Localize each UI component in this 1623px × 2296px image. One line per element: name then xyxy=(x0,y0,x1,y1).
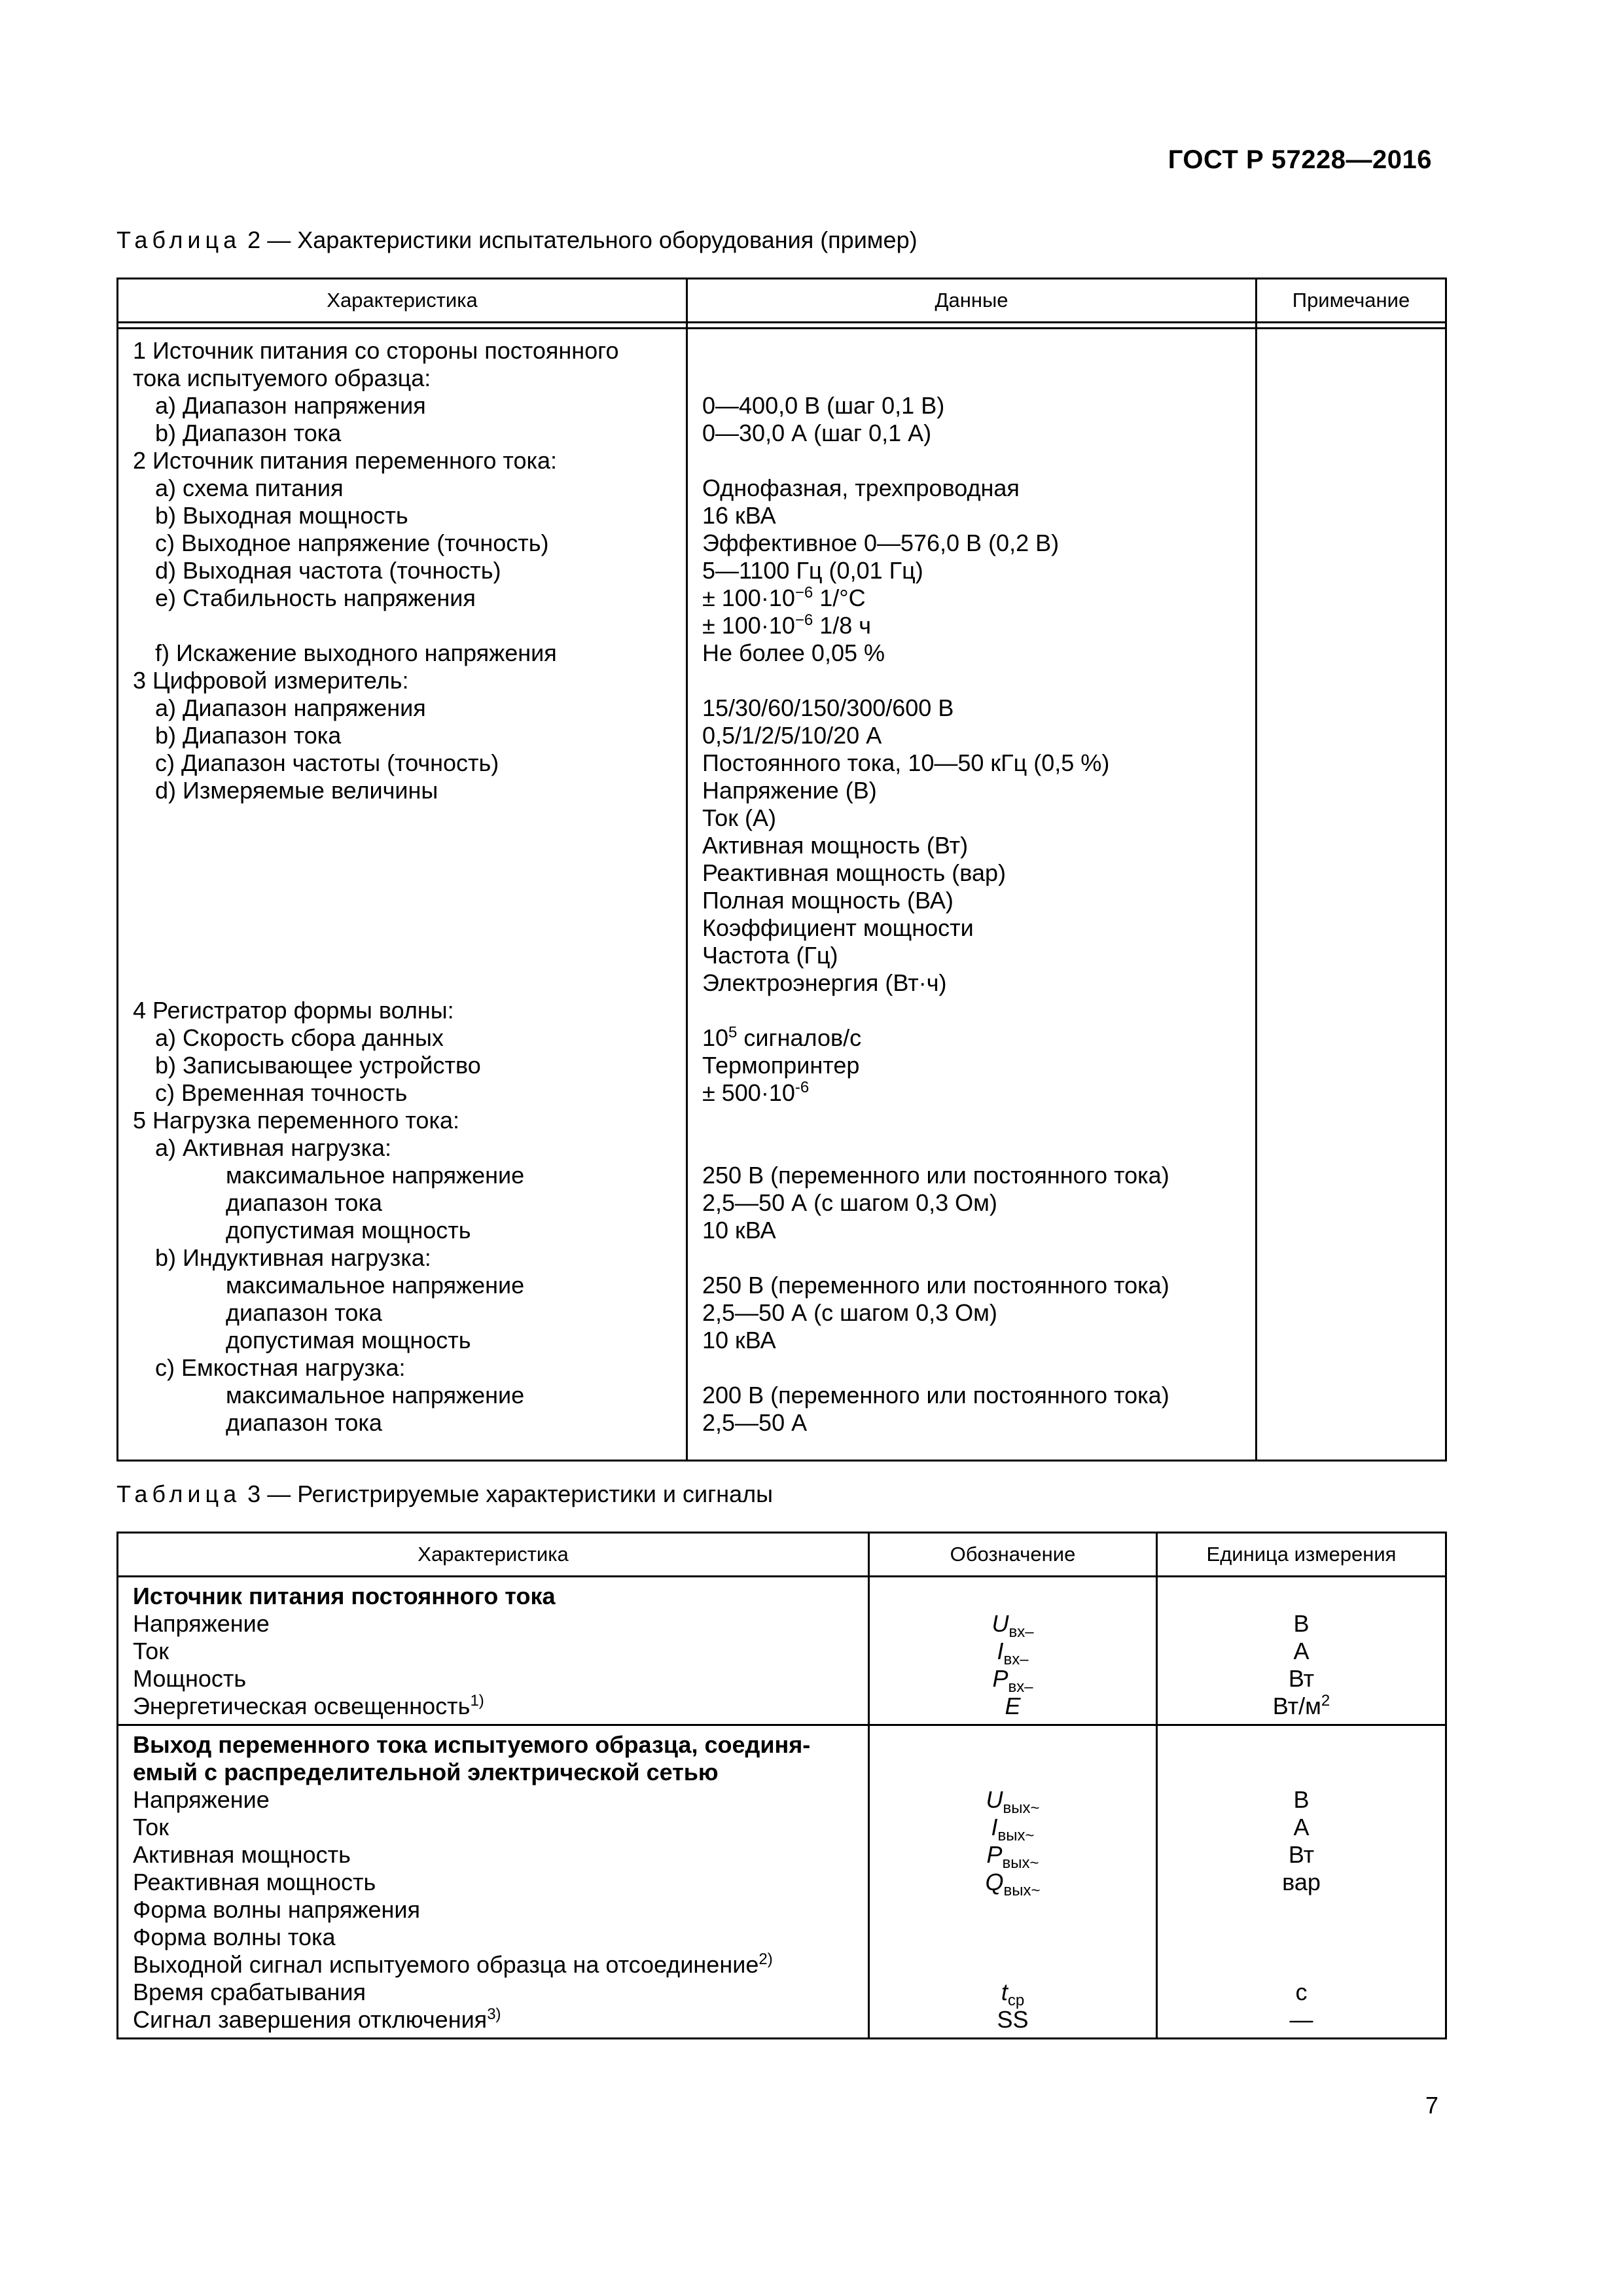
spacer-line xyxy=(884,1731,1141,1759)
spacer-line xyxy=(1172,1583,1431,1610)
quantity-unit xyxy=(1172,1638,1431,1665)
data-text: Полная мощность (ВА) xyxy=(702,887,954,914)
characteristic-line: максимальное напряжение xyxy=(226,1162,525,1189)
quantity-symbol xyxy=(884,1869,1141,1900)
quantity-name xyxy=(133,1814,853,1841)
characteristic-line: e) Стабильность напряжения xyxy=(155,584,476,611)
characteristic-line xyxy=(133,859,671,887)
data-line xyxy=(702,392,1241,420)
quantity-label: Ток xyxy=(133,1638,169,1664)
table3-characteristic-cell xyxy=(118,1726,868,2037)
quantity-symbol xyxy=(884,1610,1141,1641)
data-line xyxy=(702,969,1241,997)
characteristic-line: диапазон тока xyxy=(226,1409,382,1436)
unit-text: В xyxy=(1293,1786,1310,1813)
quantity-symbol xyxy=(884,1896,1141,1924)
data-line xyxy=(702,694,1241,722)
data-text: ± 100·10 xyxy=(702,584,795,611)
characteristic-line xyxy=(133,942,671,969)
characteristic-line xyxy=(133,612,671,639)
unit-text: Вт xyxy=(1288,1665,1315,1692)
data-text: Электроэнергия (Вт·ч) xyxy=(702,969,947,996)
characteristic-line: максимальное напряжение xyxy=(226,1272,525,1299)
unit-text: В xyxy=(1293,1610,1310,1637)
data-text: ± 500·10 xyxy=(702,1079,795,1106)
quantity-unit xyxy=(1172,1665,1431,1693)
footnote-ref: 1) xyxy=(470,1692,484,1710)
characteristic-line xyxy=(133,887,671,914)
data-line xyxy=(702,1354,1241,1382)
data-text: Коэффициент мощности xyxy=(702,914,974,941)
data-line xyxy=(702,1107,1241,1134)
symbol-subscript: вых~ xyxy=(1002,1854,1039,1873)
quantity-unit xyxy=(1172,1841,1431,1869)
characteristic-line: a) Диапазон напряжения xyxy=(155,392,426,419)
table2-note-cell xyxy=(1257,329,1446,1461)
data-line xyxy=(702,1382,1241,1409)
quantity-symbol xyxy=(884,1786,1141,1818)
table3-unit-cell xyxy=(1158,1726,1445,2037)
data-text: 10 кВА xyxy=(702,1327,776,1354)
quantity-symbol xyxy=(884,1951,1141,1979)
unit-text: с xyxy=(1295,1979,1308,2005)
spacer-line xyxy=(884,1759,1141,1786)
data-line xyxy=(702,1079,1241,1107)
symbol-subscript: вх– xyxy=(1008,1623,1034,1641)
characteristic-line: b) Диапазон тока xyxy=(155,722,342,749)
table3-group-row xyxy=(118,1725,1446,2039)
quantity-symbol xyxy=(884,1841,1141,1873)
table3-symbol-cell xyxy=(870,1577,1156,1724)
symbol-letter: E xyxy=(1005,1693,1021,1719)
data-line xyxy=(702,887,1241,914)
data-text: 250 В (переменного или постоянного тока) xyxy=(702,1162,1169,1189)
data-line xyxy=(702,859,1241,887)
quantity-unit xyxy=(1172,1951,1431,1979)
table2-caption-text: 2 — Характеристики испытательного оборудования (пример) xyxy=(247,226,918,253)
characteristic-line: диапазон тока xyxy=(226,1299,382,1326)
quantity-label: Напряжение xyxy=(133,1786,270,1813)
data-text: Эффективное 0—576,0 В (0,2 В) xyxy=(702,529,1060,556)
data-line xyxy=(702,749,1241,777)
characteristic-line: c) Диапазон частоты (точность) xyxy=(155,749,499,776)
characteristic-line: b) Выходная мощность xyxy=(155,502,408,529)
table2-caption xyxy=(116,226,918,254)
group-title: Источник питания постоянного тока xyxy=(133,1583,556,1609)
characteristic-line xyxy=(133,832,671,859)
quantity-label: Энергетическая освещенность xyxy=(133,1693,471,1719)
symbol-subscript: ср xyxy=(1007,1992,1025,2010)
data-text: 2,5—50 А xyxy=(702,1409,808,1436)
data-line xyxy=(702,447,1241,475)
symbol-letter: U xyxy=(991,1610,1009,1637)
table2-data-cell xyxy=(688,329,1255,1448)
data-line xyxy=(702,1299,1241,1327)
data-line xyxy=(702,804,1241,832)
table3-header-symbol: Обозначение xyxy=(869,1533,1157,1577)
group-title: емый с распределительной электрической сетью xyxy=(133,1759,719,1785)
data-line xyxy=(702,1217,1241,1244)
quantity-name xyxy=(133,1896,853,1924)
data-text: Однофазная, трехпроводная xyxy=(702,475,1020,501)
data-line xyxy=(702,475,1241,502)
characteristic-line xyxy=(133,914,671,942)
data-line xyxy=(702,365,1241,392)
symbol-subscript: вх– xyxy=(1008,1678,1033,1696)
data-line xyxy=(702,584,1241,612)
quantity-symbol xyxy=(884,2006,1141,2034)
data-unit: сигналов/с xyxy=(737,1024,862,1051)
spacer-line xyxy=(1172,1759,1431,1786)
characteristic-line: c) Выходное напряжение (точность) xyxy=(155,529,549,556)
quantity-label: Реактивная мощность xyxy=(133,1869,376,1895)
symbol-letter: t xyxy=(1001,1979,1008,2005)
data-line xyxy=(702,1052,1241,1079)
characteristic-line: 4 Регистратор формы волны: xyxy=(133,997,454,1024)
data-line xyxy=(702,777,1241,804)
data-line xyxy=(702,997,1241,1024)
footnote-ref: 2) xyxy=(758,1950,773,1968)
data-exponent: −6 xyxy=(794,611,813,629)
data-text: Не более 0,05 % xyxy=(702,639,885,666)
quantity-label: Активная мощность xyxy=(133,1841,351,1868)
characteristic-line: a) схема питания xyxy=(155,475,344,501)
data-text: Постоянного тока, 10—50 кГц (0,5 %) xyxy=(702,749,1110,776)
data-text: 250 В (переменного или постоянного тока) xyxy=(702,1272,1169,1299)
characteristic-line: a) Диапазон напряжения xyxy=(155,694,426,721)
data-text: 15/30/60/150/300/600 В xyxy=(702,694,954,721)
quantity-label: Ток xyxy=(133,1814,169,1840)
quantity-name xyxy=(133,1869,853,1896)
quantity-label: Время срабатывания xyxy=(133,1979,366,2005)
quantity-name xyxy=(133,1786,853,1814)
characteristic-line: c) Емкостная нагрузка: xyxy=(155,1354,406,1381)
table3-caption-word: Таблица xyxy=(116,1480,241,1507)
characteristic-line: диапазон тока xyxy=(226,1189,382,1216)
quantity-unit xyxy=(1172,1869,1431,1896)
unit-text: вар xyxy=(1282,1869,1321,1895)
data-exponent: 5 xyxy=(728,1024,738,1041)
quantity-label: Форма волны напряжения xyxy=(133,1896,420,1923)
data-line xyxy=(702,722,1241,749)
data-line xyxy=(702,942,1241,969)
quantity-label: Форма волны тока xyxy=(133,1924,336,1950)
unit-text: — xyxy=(1289,2006,1313,2033)
data-text: 0—30,0 А (шаг 0,1 А) xyxy=(702,420,932,446)
data-line xyxy=(702,667,1241,694)
characteristic-line: тока испытуемого образца: xyxy=(133,365,431,391)
quantity-name xyxy=(133,1951,853,1979)
data-text: 0,5/1/2/5/10/20 А xyxy=(702,722,882,749)
page-number: 7 xyxy=(1425,2092,1438,2119)
symbol-letter: SS xyxy=(997,2006,1029,2033)
quantity-unit xyxy=(1172,1896,1431,1924)
table3-caption-text: 3 — Регистрируемые характеристики и сигналы xyxy=(247,1480,774,1507)
data-exponent: -6 xyxy=(794,1079,810,1096)
symbol-letter: I xyxy=(991,1814,998,1840)
characteristic-line: b) Записывающее устройство xyxy=(155,1052,481,1079)
table2-header-note: Примечание xyxy=(1257,279,1446,323)
quantity-unit xyxy=(1172,1979,1431,2006)
data-text: Термопринтер xyxy=(702,1052,860,1079)
characteristic-line xyxy=(133,969,671,997)
quantity-unit xyxy=(1172,1610,1431,1638)
characteristic-line: a) Активная нагрузка: xyxy=(155,1134,392,1161)
table2-header-characteristic: Характеристика xyxy=(118,279,687,323)
characteristic-line: f) Искажение выходного напряжения xyxy=(155,639,557,666)
table3-header-unit: Единица измерения xyxy=(1157,1533,1446,1577)
data-line xyxy=(702,557,1241,584)
group-title: Выход переменного тока испытуемого образца, соединя- xyxy=(133,1731,811,1758)
characteristic-line: b) Индуктивная нагрузка: xyxy=(155,1244,431,1271)
quantity-label: Мощность xyxy=(133,1665,247,1692)
unit-text: А xyxy=(1293,1814,1310,1840)
data-line xyxy=(702,337,1241,365)
characteristic-line: d) Выходная частота (точность) xyxy=(155,557,501,584)
quantity-unit xyxy=(1172,1924,1431,1951)
data-line xyxy=(702,1244,1241,1272)
quantity-label: Напряжение xyxy=(133,1610,270,1637)
data-unit: 1/8 ч xyxy=(813,612,872,639)
symbol-letter: P xyxy=(992,1665,1008,1692)
characteristic-line xyxy=(133,804,671,832)
characteristic-line: b) Диапазон тока xyxy=(155,420,342,446)
data-text: 5—1100 Гц (0,01 Гц) xyxy=(702,557,923,584)
data-text: Реактивная мощность (вар) xyxy=(702,859,1007,886)
symbol-letter: U xyxy=(986,1786,1003,1813)
data-line xyxy=(702,914,1241,942)
quantity-name xyxy=(133,1638,853,1665)
data-text: Напряжение (В) xyxy=(702,777,877,804)
quantity-name xyxy=(133,1665,853,1693)
data-line xyxy=(702,1272,1241,1299)
characteristic-line: a) Скорость сбора данных xyxy=(155,1024,444,1051)
symbol-subscript: вых~ xyxy=(1003,1799,1040,1818)
recorded-characteristics-table xyxy=(116,1532,1447,2039)
table2-characteristic-cell xyxy=(118,329,686,1448)
quantity-unit xyxy=(1172,1814,1431,1841)
quantity-unit xyxy=(1172,1786,1431,1814)
quantity-name xyxy=(133,1841,853,1869)
data-line xyxy=(702,420,1241,447)
data-text: 2,5—50 А (с шагом 0,3 Ом) xyxy=(702,1299,997,1326)
data-unit: 1/°C xyxy=(813,584,866,611)
data-text: ± 100·10 xyxy=(702,612,795,639)
data-text: 2,5—50 А (с шагом 0,3 Ом) xyxy=(702,1189,997,1216)
table3-header-characteristic: Характеристика xyxy=(118,1533,869,1577)
data-line xyxy=(702,612,1241,639)
unit-text: Вт/м xyxy=(1272,1693,1321,1719)
symbol-subscript: вх– xyxy=(1003,1651,1029,1669)
quantity-symbol xyxy=(884,1979,1141,2010)
table2-caption-word: Таблица xyxy=(116,226,241,253)
unit-text: Вт xyxy=(1288,1841,1315,1868)
standard-designation: ГОСТ Р 57228—2016 xyxy=(1168,145,1432,174)
footnote-ref: 3) xyxy=(487,2005,501,2023)
symbol-letter: P xyxy=(986,1841,1003,1868)
table3-characteristic-cell xyxy=(118,1577,868,1724)
characteristic-line: 5 Нагрузка переменного тока: xyxy=(133,1107,460,1134)
data-line xyxy=(702,1189,1241,1217)
characteristic-line: d) Измеряемые величины xyxy=(155,777,438,804)
data-line xyxy=(702,1409,1241,1437)
data-text: Ток (А) xyxy=(702,804,776,831)
data-text: 0—400,0 В (шаг 0,1 В) xyxy=(702,392,945,419)
data-text: 200 В (переменного или постоянного тока) xyxy=(702,1382,1169,1408)
spacer-line xyxy=(1172,1731,1431,1759)
quantity-label: Выходной сигнал испытуемого образца на отсоединение xyxy=(133,1951,759,1978)
data-line xyxy=(702,832,1241,859)
quantity-symbol xyxy=(884,1924,1141,1951)
quantity-name xyxy=(133,1693,853,1720)
data-text: 10 кВА xyxy=(702,1217,776,1244)
characteristic-line: 3 Цифровой измеритель: xyxy=(133,667,409,694)
quantity-unit xyxy=(1172,2006,1431,2034)
data-text: 10 xyxy=(702,1024,729,1051)
data-line xyxy=(702,529,1241,557)
quantity-symbol xyxy=(884,1814,1141,1845)
symbol-letter: I xyxy=(997,1638,1004,1664)
characteristic-line: допустимая мощность xyxy=(226,1327,471,1354)
table3-symbol-cell xyxy=(870,1726,1156,2037)
unit-text: А xyxy=(1293,1638,1310,1664)
spacer-line xyxy=(884,1583,1141,1610)
quantity-unit xyxy=(1172,1693,1431,1720)
symbol-subscript: вых~ xyxy=(1003,1882,1041,1900)
equipment-characteristics-table xyxy=(116,278,1447,1462)
characteristic-line: максимальное напряжение xyxy=(226,1382,525,1408)
data-line xyxy=(702,1327,1241,1354)
quantity-name xyxy=(133,1924,853,1951)
data-line xyxy=(702,1134,1241,1162)
symbol-letter: Q xyxy=(985,1869,1004,1895)
data-line xyxy=(702,502,1241,529)
characteristic-line: 2 Источник питания переменного тока: xyxy=(133,447,558,474)
data-line xyxy=(702,1162,1241,1189)
characteristic-line: допустимая мощность xyxy=(226,1217,471,1244)
quantity-symbol xyxy=(884,1693,1141,1720)
quantity-name xyxy=(133,2006,853,2034)
quantity-name xyxy=(133,1610,853,1638)
quantity-name xyxy=(133,1979,853,2006)
table2-header-data: Данные xyxy=(687,279,1257,323)
characteristic-line: c) Временная точность xyxy=(155,1079,408,1106)
data-line xyxy=(702,1024,1241,1052)
data-text: Частота (Гц) xyxy=(702,942,838,969)
symbol-subscript: вых~ xyxy=(997,1827,1035,1845)
data-line xyxy=(702,639,1241,667)
table3-unit-cell xyxy=(1158,1577,1445,1724)
data-text: Активная мощность (Вт) xyxy=(702,832,969,859)
table3-caption xyxy=(116,1480,773,1508)
data-text: 16 кВА xyxy=(702,502,776,529)
characteristic-line: 1 Источник питания со стороны постоянного xyxy=(133,337,619,364)
table3-group-row xyxy=(118,1577,1446,1725)
quantity-symbol xyxy=(884,1665,1141,1696)
quantity-label: Сигнал завершения отключения xyxy=(133,2006,488,2033)
quantity-symbol xyxy=(884,1638,1141,1669)
unit-exponent: 2 xyxy=(1321,1692,1330,1710)
data-exponent: −6 xyxy=(794,584,813,601)
